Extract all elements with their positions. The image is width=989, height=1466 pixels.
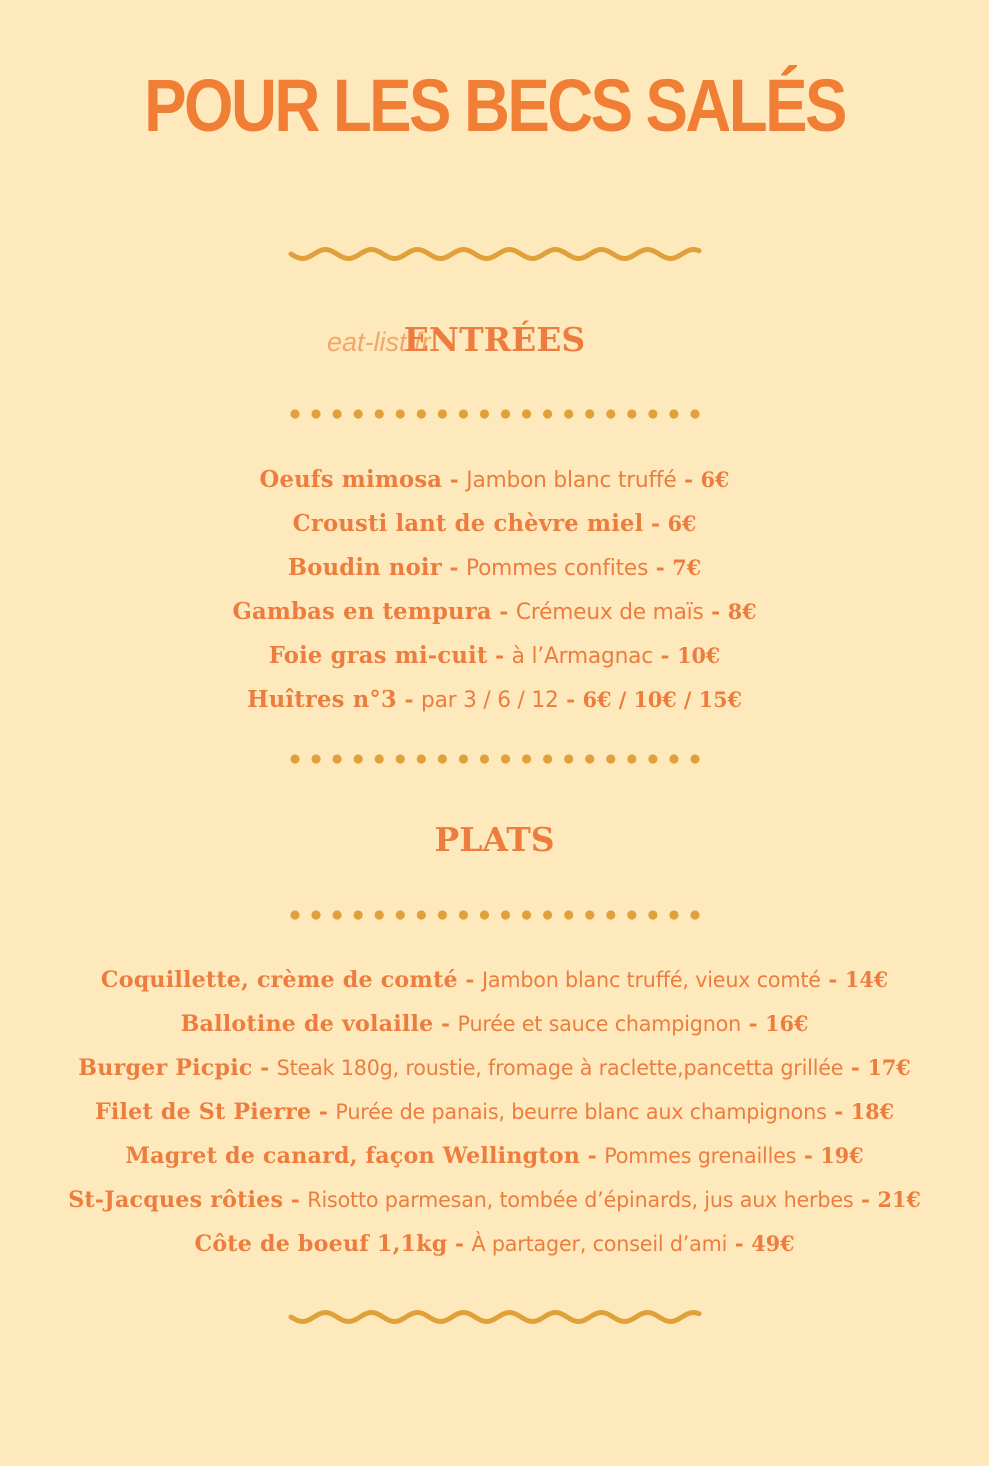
dish-price: 21€	[877, 1187, 921, 1212]
ornament-dot	[290, 409, 299, 418]
ornament-dot	[690, 409, 699, 418]
ornament-dot	[501, 910, 510, 919]
watermark: eat-list.fr	[327, 327, 431, 357]
dish-description: À partager, conseil d’ami	[471, 1232, 728, 1256]
ornament-dot	[354, 409, 363, 418]
dish-price: 16€	[765, 1011, 809, 1036]
ornament-dot	[480, 910, 489, 919]
dish-price: 17€	[867, 1055, 911, 1080]
separator: -	[558, 687, 583, 713]
ornament-dot	[375, 754, 384, 763]
ornament-dot	[564, 409, 573, 418]
ornament-dot	[311, 910, 320, 919]
ornament-dot	[459, 409, 468, 418]
ornament-dot	[438, 409, 447, 418]
section-title-entrees: ENTRÉES	[403, 320, 586, 359]
ornament-dot	[396, 409, 405, 418]
ornament-dot	[690, 910, 699, 919]
dish-name: Côte de boeuf 1,1kg	[194, 1231, 448, 1257]
dish-description: Pommes grenailles	[604, 1144, 797, 1168]
ornament-dot	[669, 409, 678, 418]
separator: -	[433, 1011, 458, 1037]
separator: -	[487, 643, 512, 669]
ornament-dot	[290, 910, 299, 919]
menu-item	[7, 958, 982, 1002]
separator: -	[491, 599, 516, 625]
separator: -	[727, 1231, 752, 1257]
ornament-dot	[459, 910, 468, 919]
entrees-list	[0, 458, 989, 722]
menu-item	[7, 458, 982, 502]
ornament-dot	[627, 754, 636, 763]
ornament-dot	[543, 754, 552, 763]
separator: -	[652, 643, 678, 669]
dish-name: Oeufs mimosa	[259, 466, 443, 493]
ornament-dot	[354, 754, 363, 763]
dish-description: Purée de panais, beurre blanc aux champignons	[335, 1100, 827, 1124]
ornament-dot	[396, 754, 405, 763]
dish-name: St-Jacques rôties	[68, 1187, 284, 1213]
ornament-dot	[522, 409, 531, 418]
menu-item	[7, 634, 982, 678]
dish-price: 8€	[727, 599, 757, 624]
menu-item	[7, 1178, 982, 1222]
ornament-dot	[522, 910, 531, 919]
separator: -	[580, 1143, 605, 1169]
dish-name: Crousti lant de chèvre miel	[292, 510, 644, 537]
ornament-dot	[290, 754, 299, 763]
dish-name: Burger Picpic	[78, 1055, 253, 1081]
dish-name: Coquillette, crème de comté	[100, 967, 458, 993]
ornament-dot	[311, 754, 320, 763]
dish-price: 18€	[850, 1099, 895, 1124]
plats-list	[0, 958, 989, 1266]
ornament-dot	[669, 910, 678, 919]
ornament-dot	[690, 754, 699, 763]
ornament-dot	[396, 910, 405, 919]
ornament-dot	[606, 409, 615, 418]
ornament-dot	[648, 754, 657, 763]
menu-item	[7, 502, 982, 546]
separator: -	[252, 1055, 277, 1081]
dish-price: 6€ / 10€ / 15€	[582, 687, 742, 712]
separator: -	[676, 467, 701, 493]
ornament-dot	[564, 910, 573, 919]
separator: -	[396, 687, 422, 713]
ornament-dot	[480, 754, 489, 763]
separator: -	[283, 1187, 308, 1213]
ornament-dot	[522, 754, 531, 763]
ornament-dot	[648, 910, 657, 919]
dish-description: Jambon blanc truffé, vieux comté	[481, 968, 821, 992]
ornament-dot	[480, 409, 489, 418]
ornament-dot	[501, 754, 510, 763]
dish-price: 10€	[677, 643, 721, 668]
wave-divider-bottom	[288, 1306, 702, 1328]
separator: -	[820, 967, 845, 993]
ornament-dot	[333, 409, 342, 418]
ornament-dot	[417, 409, 426, 418]
menu-item	[7, 1090, 982, 1134]
dish-description: Jambon blanc truffé	[466, 468, 677, 493]
separator: -	[447, 1231, 472, 1257]
separator: -	[643, 511, 668, 537]
dish-price: 6€	[667, 511, 697, 536]
dish-name: Gambas en tempura	[232, 598, 492, 625]
menu-item	[7, 546, 982, 590]
menu-item	[7, 1002, 982, 1046]
separator: -	[796, 1143, 821, 1169]
ornament-dot	[627, 910, 636, 919]
dotted-divider-plats-top	[288, 909, 702, 921]
menu-item	[7, 1134, 982, 1178]
ornament-dot	[375, 409, 384, 418]
ornament-dot	[585, 754, 594, 763]
dish-description: Pommes confites	[465, 556, 649, 581]
section-title-plats: PLATS	[434, 820, 555, 859]
ornament-dot	[669, 754, 678, 763]
ornament-dot	[311, 409, 320, 418]
dish-price: 49€	[751, 1231, 795, 1256]
ornament-dot	[585, 409, 594, 418]
separator: -	[741, 1011, 766, 1037]
ornament-dot	[438, 910, 447, 919]
ornament-dot	[333, 910, 342, 919]
dish-name: Boudin noir	[287, 554, 442, 581]
ornament-dot	[333, 754, 342, 763]
ornament-dot	[417, 910, 426, 919]
ornament-dot	[606, 754, 615, 763]
dish-name: Filet de St Pierre	[94, 1099, 312, 1125]
menu-item	[7, 1046, 982, 1090]
ornament-dot	[501, 409, 510, 418]
dish-price: 6€	[700, 467, 730, 492]
ornament-dot	[543, 910, 552, 919]
ornament-dot	[417, 754, 426, 763]
page-title: POUR LES BECS SALÉS	[144, 64, 845, 147]
dish-description: par 3 / 6 / 12	[421, 688, 559, 713]
ornament-dot	[459, 754, 468, 763]
dish-description: à l’Armagnac	[511, 644, 653, 669]
dotted-divider-entrees-top	[288, 408, 702, 420]
ornament-dot	[606, 910, 615, 919]
dish-name: Foie gras mi-cuit	[268, 642, 488, 669]
dish-name: Huîtres n°3	[247, 686, 397, 713]
ornament-dot	[438, 754, 447, 763]
separator: -	[703, 599, 728, 625]
dish-description: Risotto parmesan, tombée d’épinards, jus aux herbes	[307, 1188, 854, 1212]
ornament-dot	[375, 910, 384, 919]
separator: -	[843, 1055, 868, 1081]
dotted-divider-entrees-bottom	[288, 753, 702, 765]
dish-description: Crémeux de maïs	[515, 600, 704, 625]
dish-name: Ballotine de volaille	[180, 1011, 434, 1037]
separator: -	[457, 967, 482, 993]
separator: -	[853, 1187, 878, 1213]
separator: -	[441, 555, 466, 581]
separator: -	[442, 467, 467, 493]
separator: -	[826, 1099, 851, 1125]
dish-description: Steak 180g, roustie, fromage à raclette,pancetta grillée	[276, 1056, 844, 1080]
ornament-dot	[543, 409, 552, 418]
menu-item	[7, 678, 982, 722]
menu-item	[7, 1222, 982, 1266]
ornament-dot	[648, 409, 657, 418]
dish-description: Purée et sauce champignon	[457, 1012, 742, 1036]
separator: -	[648, 555, 673, 581]
menu-item	[7, 590, 982, 634]
dish-price: 7€	[672, 555, 702, 580]
wave-divider-top	[288, 243, 702, 265]
dish-price: 19€	[820, 1143, 864, 1168]
ornament-dot	[627, 409, 636, 418]
ornament-dot	[564, 754, 573, 763]
dish-name: Magret de canard, façon Wellington	[125, 1143, 581, 1169]
ornament-dot	[354, 910, 363, 919]
ornament-dot	[585, 910, 594, 919]
dish-price: 14€	[844, 967, 889, 992]
separator: -	[311, 1099, 336, 1125]
